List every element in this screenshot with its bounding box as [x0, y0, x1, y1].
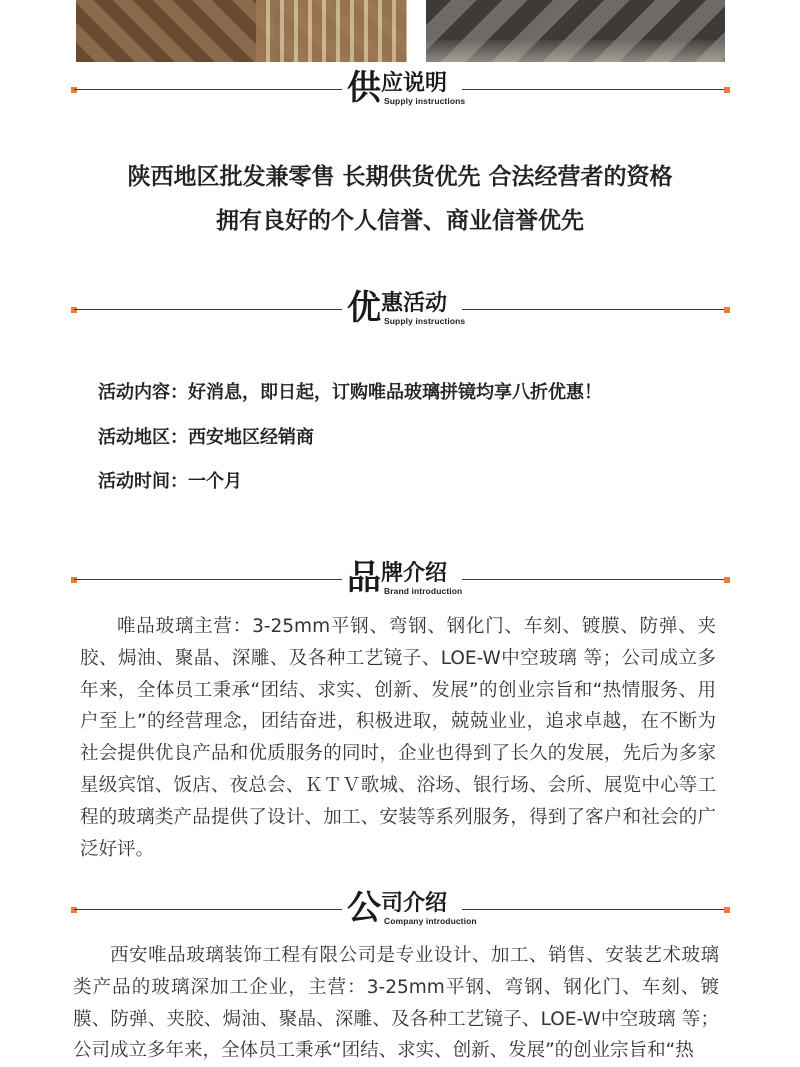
header-rule	[74, 309, 342, 310]
promo-region: 活动地区：西安地区经销商	[98, 427, 314, 448]
header-dot	[71, 907, 77, 913]
promo-content: 活动内容：好消息，即日起，订购唯品玻璃拼镜均享八折优惠！	[98, 382, 602, 403]
header-rule	[462, 909, 728, 910]
brand-introduction-text: 唯品玻璃主营：3-25mm平钢、弯钢、钢化门、车刻、镀膜、防弹、夹胶、焗油、聚晶、深雕、及各种工艺镜子、LOE-W中空玻璃 等；公司成立多年来，全体员工秉承“团结、求实、创新、发展”的创业宗旨和“热情服务、用户至上”的经营理念，团结奋进，积极进取，兢兢业业，追求卓越，在不断为社会提供优良产品和优质服务的同时，企业也得到了长久的发展，先后为多家星级宾馆、饭店、夜总会、ＫＴＶ歌城、浴场、银行场、会所、展览中心等工程的玻璃类产品提供了设计、加工、安装等系列服务，得到了客户和社会的广泛好评。	[80, 616, 716, 860]
company-section-header	[0, 888, 800, 932]
header-rule	[74, 89, 342, 90]
header-rule	[462, 579, 728, 580]
header-dot	[71, 577, 77, 583]
mirror-wall-photo	[76, 0, 407, 62]
supply-title: 供应说明 Supply instructions	[347, 68, 466, 108]
header-rule	[74, 909, 342, 910]
promo-title: 优惠活动 Supply instructions	[347, 288, 466, 328]
header-dot	[724, 87, 730, 93]
header-dot	[71, 87, 77, 93]
promo-duration: 活动时间：一个月	[98, 471, 242, 492]
company-introduction-text: 西安唯品玻璃装饰工程有限公司是专业设计、加工、销售、安装艺术玻璃类产品的玻璃深加工企业，主营：3-25mm平钢、弯钢、钢化门、车刻、镀膜、防弹、夹胶、焗油、聚晶、深雕、及各种工艺镜子、LOE-W中空玻璃 等；公司成立多年来，全体员工秉承“团结、求实、创新、发展”的创业宗旨和“热	[73, 945, 719, 1062]
brand-subtitle: Brand introduction	[384, 586, 463, 596]
company-subtitle: Company introduction	[384, 916, 477, 926]
header-rule	[462, 89, 728, 90]
brand-title: 品牌介绍 Brand introduction	[347, 558, 463, 598]
supply-line: 陕西地区批发兼零售 长期供货优先 合法经营者的资格	[127, 164, 673, 190]
diamond-mirror-photo	[426, 0, 725, 62]
header-dot	[71, 307, 77, 313]
promo-subtitle: Supply instructions	[384, 316, 466, 326]
supply-line: 拥有良好的个人信誉、商业信誉优先	[216, 208, 584, 234]
supply-section-header	[0, 68, 800, 112]
promo-section-header	[0, 288, 800, 332]
header-dot	[724, 907, 730, 913]
header-rule	[74, 579, 342, 580]
supply-subtitle: Supply instructions	[384, 96, 466, 106]
header-rule	[462, 309, 728, 310]
header-dot	[724, 577, 730, 583]
company-title: 公司介绍 Company introduction	[347, 888, 477, 928]
product-photos	[0, 0, 800, 62]
header-dot	[724, 307, 730, 313]
brand-section-header	[0, 558, 800, 602]
